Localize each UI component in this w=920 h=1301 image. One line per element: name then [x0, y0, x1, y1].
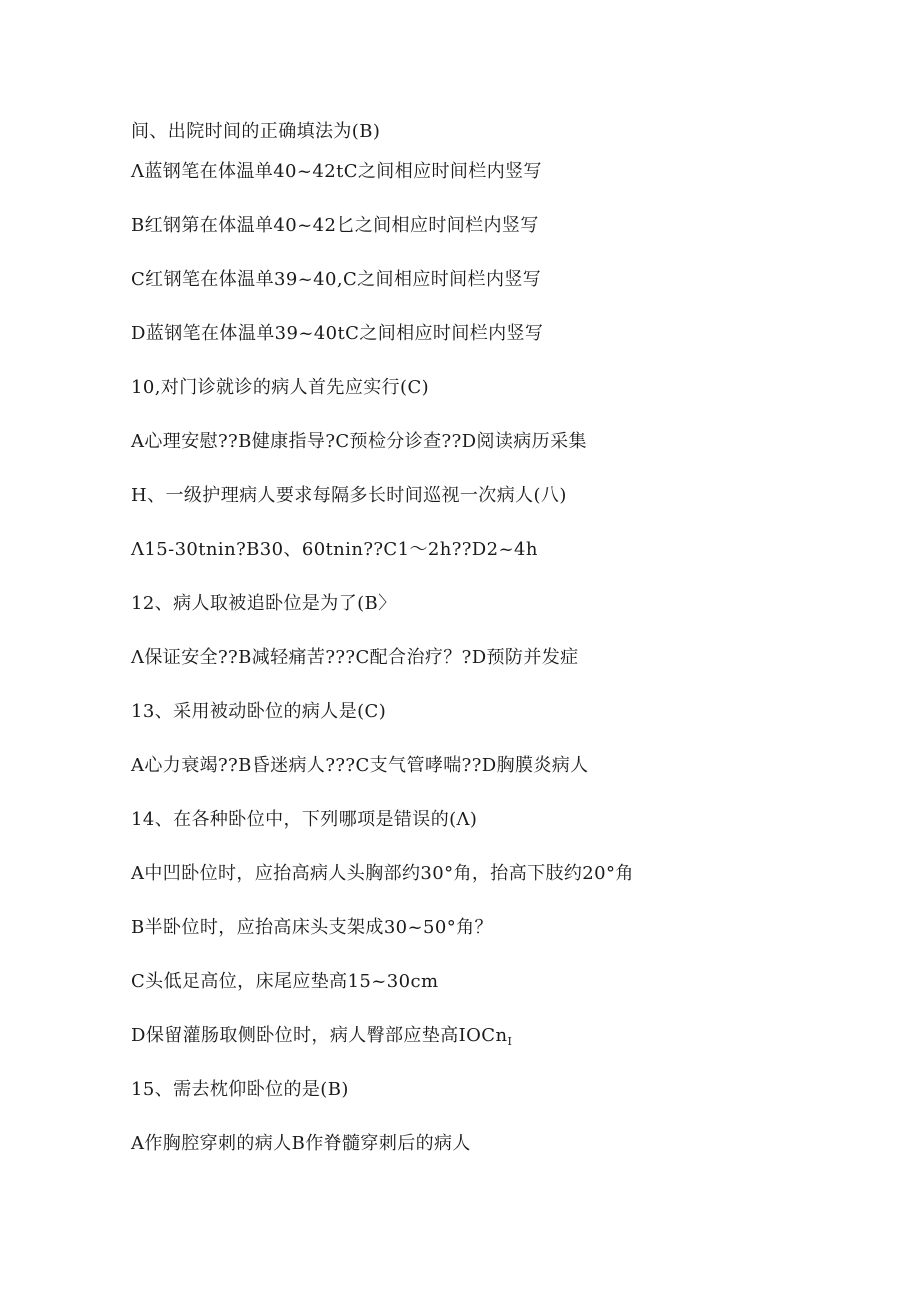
- question-14-stem: 14、在各种卧位中，下列哪项是错误的(Λ): [131, 809, 478, 830]
- question-12-options: Λ保证安全??B减轻痛苦???C配合治疗？?D预防并发症: [131, 647, 579, 668]
- question-9-option-d: D蓝钢笔在体温单39~40tC之间相应时间栏内竖写: [131, 323, 544, 344]
- question-13-stem: 13、采用被动卧位的病人是(C): [131, 701, 387, 722]
- option-d-subscript: I: [507, 1035, 513, 1048]
- question-13-options: A心力衰竭??B昏迷病人???C支气管哮喘??D胸膜炎病人: [131, 755, 589, 776]
- question-15-options: A作胸腔穿刺的病人B作脊髓穿刺后的病人: [131, 1133, 471, 1154]
- question-14-option-d-text: D保留灌肠取侧卧位时，病人臀部应垫高IOCn: [131, 1025, 508, 1046]
- question-14-option-b: B半卧位时，应抬高床头支架成30~50°角？: [131, 917, 493, 938]
- question-9-option-b: B红钢第在体温单40~42匕之间相应时间栏内竖写: [131, 215, 539, 236]
- question-15-stem: 15、需去枕仰卧位的是(B): [131, 1079, 349, 1100]
- question-9-stem-end: 间、出院时间的正确填法为(B): [131, 121, 381, 142]
- question-14-option-a: A中凹卧位时，应抬高病人头胸部约30°角，抬高下肢约20°角: [131, 863, 634, 884]
- question-10-stem: 10,对门诊就诊的病人首先应实行(C): [131, 377, 430, 398]
- question-12-stem: 12、病人取被追卧位是为了(B〉: [131, 593, 397, 614]
- question-11-options: Λ15-30tnin?B30、60tnin??C1～2h??D2~4h: [131, 539, 538, 560]
- question-9-option-a: Λ蓝钢笔在体温单40~42tC之间相应时间栏内竖写: [131, 161, 542, 182]
- question-10-options: A心理安慰??B健康指导?C预检分诊查??D阅读病历采集: [131, 431, 587, 452]
- question-14-option-d: [131, 1024, 512, 1054]
- question-9-option-c: C红钢笔在体温单39~40,C之间相应时间栏内竖写: [131, 269, 542, 290]
- question-14-option-c: C头低足高位，床尾应垫高15~30cm: [131, 971, 439, 992]
- question-11-stem: H、一级护理病人要求每隔多长时间巡视一次病人(八): [131, 485, 567, 506]
